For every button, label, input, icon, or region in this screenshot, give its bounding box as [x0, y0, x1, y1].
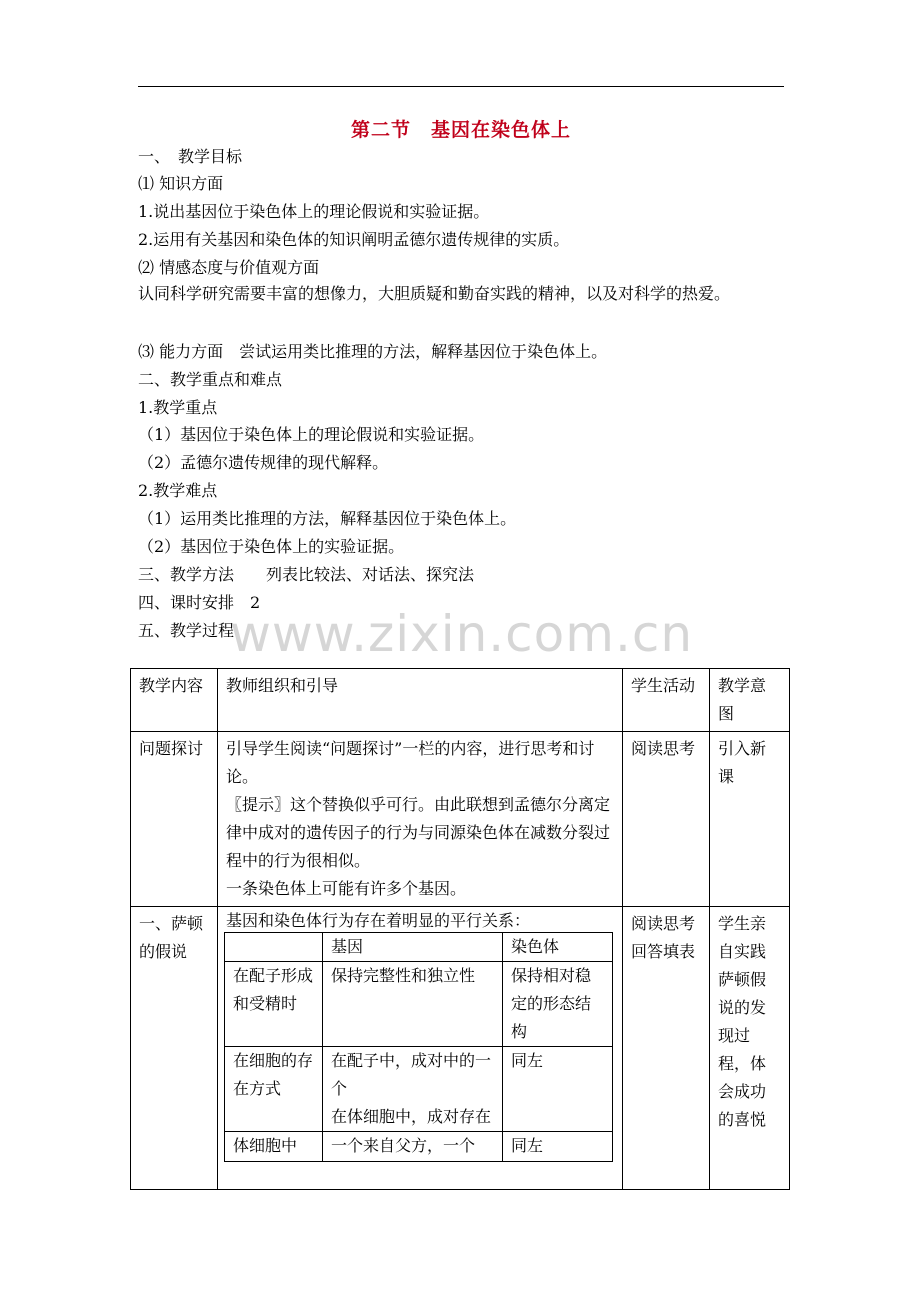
comparison-cell: 一个来自父方，一个: [323, 1132, 503, 1162]
comparison-table: [224, 932, 613, 1162]
objective-item-2: 2.运用有关基因和染色体的知识阐明孟德尔遗传规律的实质。: [138, 230, 570, 249]
comparison-header-gene: 基因: [323, 933, 503, 962]
header-rule: [138, 86, 784, 87]
ability-line: ⑶ 能力方面 尝试运用类比推理的方法，解释基因位于染色体上。: [138, 342, 608, 361]
comparison-cell: 在配子形成和受精时: [225, 962, 323, 1047]
teaching-process-table: [130, 668, 790, 1190]
header-activity: 学生活动: [623, 669, 710, 732]
row1-activity: 阅读思考: [623, 732, 710, 907]
comparison-header-chromosome: 染色体: [503, 933, 613, 962]
comparison-cell: 同左: [503, 1132, 613, 1162]
row2-content: 一、萨顿的假说: [131, 907, 218, 1190]
objective-item-1: 1.说出基因位于染色体上的理论假说和实验证据。: [138, 202, 490, 221]
key-point-2: （2）孟德尔遗传规律的现代解释。: [138, 453, 389, 472]
comparison-header-blank: [225, 933, 323, 962]
watermark: www.zixin.com.cn: [230, 605, 694, 663]
comparison-cell: 在细胞的存在方式: [225, 1047, 323, 1132]
table-row: [131, 732, 790, 907]
difficulty-2: （2）基因位于染色体上的实验证据。: [138, 537, 405, 556]
section-heading-schedule: 四、课时安排 2: [138, 593, 261, 612]
header-intent: 教学意图: [710, 669, 790, 732]
difficulty-1: （1）运用类比推理的方法，解释基因位于染色体上。: [138, 509, 517, 528]
comparison-header-row: [225, 933, 613, 962]
table-row: [131, 907, 790, 1190]
section-heading-process: 五、教学过程: [138, 621, 235, 640]
section-heading-objectives: 一、 教学目标: [138, 147, 243, 166]
row1-guide-p3: 一条染色体上可能有许多个基因。: [226, 879, 467, 898]
subheading-attitude: ⑵ 情感态度与价值观方面: [138, 258, 320, 277]
header-content: 教学内容: [131, 669, 218, 732]
row2-activity: 阅读思考回答填表: [623, 907, 710, 1190]
attitude-paragraph: 认同科学研究需要丰富的想像力，大胆质疑和勤奋实践的精神，以及对科学的热爱。: [138, 284, 731, 303]
comparison-row: [225, 962, 613, 1047]
comparison-cell: 保持完整性和独立性: [323, 962, 503, 1047]
row1-content: 问题探讨: [131, 732, 218, 907]
row2-guide-intro: 基因和染色体行为存在着明显的平行关系：: [226, 911, 531, 930]
key-point-1: （1）基因位于染色体上的理论假说和实验证据。: [138, 425, 485, 444]
key-points-heading: 1.教学重点: [138, 398, 218, 417]
comparison-cell: 在配子中，成对中的一个 在体细胞中，成对存在: [323, 1047, 503, 1132]
row1-guide-p1: 引导学生阅读“问题探讨”一栏的内容，进行思考和讨论。: [226, 739, 595, 786]
comparison-row: [225, 1047, 613, 1132]
section-heading-methods: 三、教学方法 列表比较法、对话法、探究法: [138, 565, 475, 584]
comparison-cell: 同左: [503, 1047, 613, 1132]
comparison-cell: 保持相对稳定的形态结构: [503, 962, 613, 1047]
row1-guide-p2: 〖提示〗这个替换似乎可行。由此联想到孟德尔分离定律中成对的遗传因子的行为与同源染色体在减数分裂过程中的行为很相似。: [226, 795, 611, 870]
difficulties-heading: 2.教学难点: [138, 481, 218, 500]
table-header-row: [131, 669, 790, 732]
row1-guide: [218, 732, 623, 907]
row1-intent: 引入新课: [710, 732, 790, 907]
row2-intent: 学生亲自实践萨顿假说的发现过程，体会成功的喜悦: [710, 907, 790, 1190]
header-guide: 教师组织和引导: [218, 669, 623, 732]
comparison-row: [225, 1132, 613, 1162]
section-heading-key-points: 二、教学重点和难点: [138, 370, 283, 389]
page-title: 第二节 基因在染色体上: [350, 119, 571, 141]
comparison-cell: 体细胞中: [225, 1132, 323, 1162]
subheading-knowledge: ⑴ 知识方面: [138, 174, 224, 193]
row2-guide: [218, 907, 623, 1190]
